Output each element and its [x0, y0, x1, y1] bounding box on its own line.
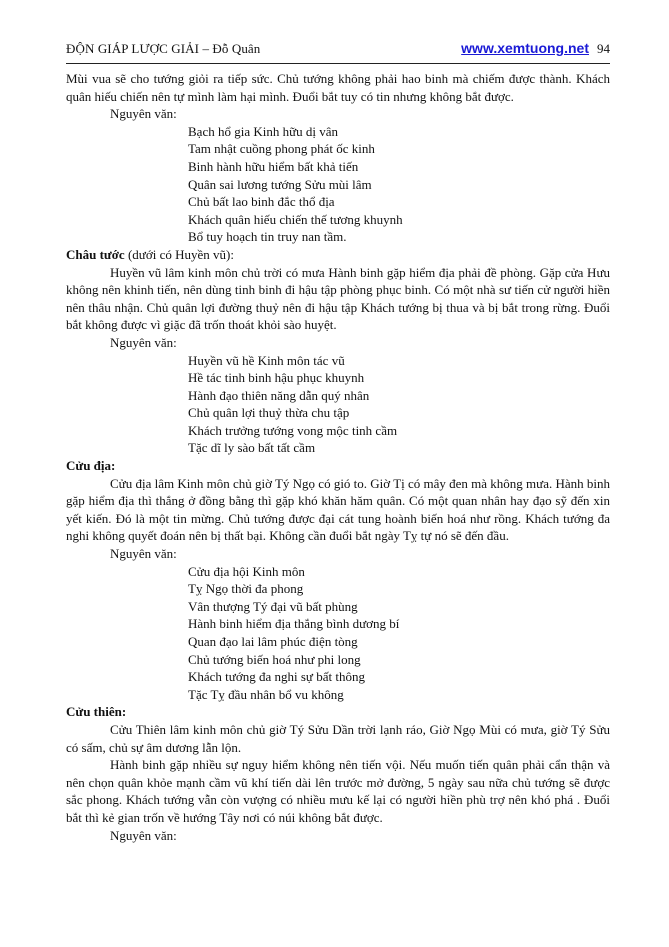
verse-line: Binh hành hữu hiểm bất khả tiến [188, 158, 359, 174]
verse-line: Bạch hổ gia Kinh hữu dị vân [188, 123, 339, 139]
verse-line: Tặc dĩ ly sào bất tất cầm [188, 440, 316, 456]
verse-line: Quan đạo lai lâm phúc điện tòng [188, 634, 358, 649]
verse-line: Huyền vũ hề Kinh môn tác vũ [188, 352, 345, 368]
section-heading-chau-tuoc [66, 246, 610, 264]
page-header [66, 40, 610, 62]
cuu-dia-verse-block [66, 563, 610, 704]
nguyen-van-label: Nguyên văn: [110, 546, 177, 562]
verse-line: Quân sai lương tướng Sửu mùi lâm [188, 176, 372, 192]
intro-verse-block [66, 123, 610, 246]
nguyen-van-label: Nguyên văn: [110, 106, 177, 122]
verse-line: Chủ tướng biến hoá như phi long [188, 651, 361, 667]
verse-line: Tam nhật cuồng phong phát ốc kinh [188, 141, 375, 157]
book-title: ĐỘN GIÁP LƯỢC GIẢI – Đỗ Quân [66, 41, 261, 56]
verse-line: Khách tướng đa nghi sự bất thông [188, 669, 365, 685]
page-body [66, 70, 610, 844]
verse-line: Khách trưởng tướng vong mộc tinh cầm [188, 422, 398, 438]
nguyen-van-label: Nguyên văn: [110, 334, 177, 350]
chau-tuoc-verse-block [66, 352, 610, 458]
verse-line: Chủ quân lợi thuỷ thừa chu tập [188, 405, 350, 421]
verse-line: Chủ bất lao binh đắc thổ địa [188, 194, 335, 210]
heading-note: (dưới có Huyền vũ): [124, 246, 234, 262]
heading-title: Châu tước [66, 246, 125, 262]
verse-line: Bổ tuy hoạch tin truy nan tầm. [188, 229, 347, 245]
verse-line: Hành đạo thiên năng dẫn quý nhân [188, 387, 370, 403]
verse-line: Tỵ Ngọ thời đa phong [188, 581, 304, 597]
cuu-thien-paragraph: Cửu Thiên lâm kinh môn chủ giờ Tý Sửu Dần trời lạnh ráo, Giờ Ngọ Mùi có mưa, giờ Tý Sửu có sấm, chủ sự âm dương lẫn lộn. [66, 721, 610, 755]
nguyen-van-label: Nguyên văn: [110, 827, 177, 843]
verse-line: Khách quân hiếu chiến thế tương khuynh [188, 211, 403, 227]
verse-line: Hề tác tinh binh hậu phục khuynh [188, 370, 365, 386]
verse-line: Cửu địa hội Kinh môn [188, 563, 305, 579]
verse-line: Hành binh hiểm địa thắng bình dương bí [188, 616, 400, 632]
header-rule [66, 63, 610, 64]
cuu-thien-paragraph: Hành binh gặp nhiều sự nguy hiểm không nên tiến vội. Nếu muốn tiến quân phải cẩn thận và nên chọn quân khỏe mạnh cầm vũ khí tiến dài lên trước mở đường, 5 ngày sau nữa chủ tướng sẽ được sắc phong. Khách tướng vẫn còn vượng có nhiều mưu kế lại có người hiền phù trợ nên khó phá . Đuổi bắt thì kẻ gian trốn về hướng Tây nơi có núi không bắt được. [66, 757, 610, 825]
chau-tuoc-paragraph: Huyền vũ lâm kinh môn chủ trời có mưa Hành binh gặp hiểm địa phải đề phòng. Gặp cửa Hưu không nên khinh tiến, nên dùng tinh binh đi hậu tập phòng phục binh. Có một nhà sư tiến cử người hiền nên thâu nhận. Chủ quân lợi đường thuỷ nên đi hậu tập Khách tướng bị thua và bị bắt trong rừng. Đuổi bắt không được vì giặc đã trốn thoát khỏi sào huyệt. [66, 264, 610, 333]
section-heading-cuu-thien: Cửu thiên: [66, 704, 127, 720]
section-heading-cuu-dia: Cửu địa: [66, 458, 116, 474]
verse-line: Tặc Tỵ đầu nhân bổ vu không [188, 686, 344, 702]
page-number: 94 [597, 41, 610, 56]
cuu-dia-paragraph: Cửu địa lâm Kinh môn chủ giờ Tý Ngọ có gió to. Giờ Tị có mây đen mà không mưa. Hành binh gặp hiểm địa thì thắng ở đồng bằng thì gặp khó khăn hăm quân. Có một quan nhân hay đạo sỹ đến xin yết kiến. Đó là một tin mừng. Chủ tướng được đại cát tung hoành biến hoá như rồng. Khách tướng đa nghi không quyết đoán nên bị thất bại. Không cần đuổi bắt ngày Tỵ tự nó sẽ đến đầu. [66, 475, 610, 544]
website-link[interactable]: www.xemtuong.net [461, 40, 589, 56]
header-right [461, 40, 610, 57]
intro-paragraph: Mùi vua sẽ cho tướng giỏi ra tiếp sức. Chủ tướng không phải hao binh mà chiếm được thành. Khách quân hiếu chiến nên tự mình làm hại mình. Đuổi bắt tuy có tin nhưng không bắt được. [66, 71, 610, 104]
verse-line: Vân thượng Tý đại vũ bất phùng [188, 598, 358, 614]
